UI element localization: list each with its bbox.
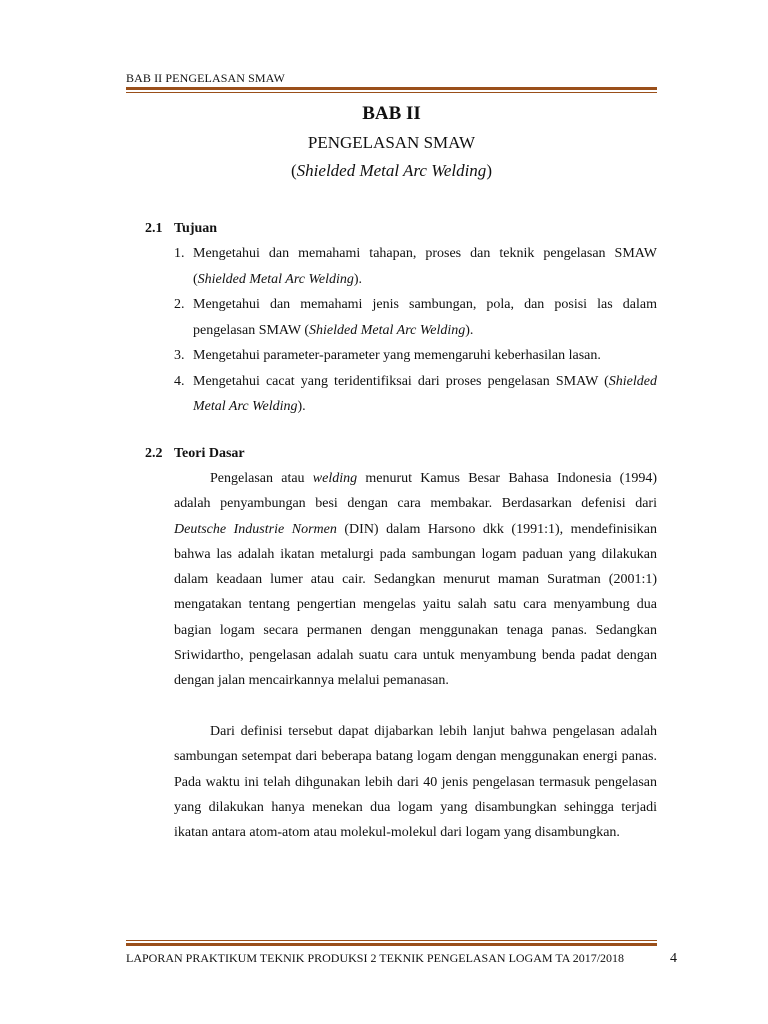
section-heading-tujuan [145, 221, 217, 237]
header-rule-thin [126, 92, 657, 93]
footer-rule-thin [126, 940, 657, 941]
page-footer [126, 951, 677, 967]
body-paragraph: Dari definisi tersebut dapat dijabarkan lebih lanjut bahwa pengelasan adalah sambungan setempat dari beberapa batang logam dengan menggunakan energi panas. Pada waktu ini telah dihgunakan lebih dari 40 jenis pengelasan termasuk pengelasan yang dilakukan hanya menekan dua logam yang disambungkan sehingga terjadi ikatan antara atom-atom atau molekul-molekul dari logam yang disambungkan. [174, 724, 657, 841]
header-rule-thick [126, 87, 657, 90]
objectives-list [174, 241, 657, 420]
footer-rule-thick [126, 943, 657, 946]
body-paragraph: Pengelasan atau welding menurut Kamus Besar Bahasa Indonesia (1994) adalah penyambungan besi dengan cara membakar. Berdasarkan defenisi dari Deutsche Industrie Normen (DIN) dalam Harsono dkk (1991:1), mendefinisikan bahwa las adalah ikatan metalurgi pada sambungan logam paduan yang dilakukan dalam keadaan lumer atau cair. Sedangkan menurut maman Suratman (2001:1) mengatakan tentang pengertian mengelas yaitu salah satu cara menyambung dua bagian logam secara permanen dengan menggunakan tenaga panas. Sedangkan Sriwidartho, pengelasan adalah suatu cara untuk menyambung benda padat dengan dengan jalan mencairkannya melalui pemanasan. [174, 471, 658, 689]
list-item: 4. Mengetahui cacat yang teridentifiksai dari proses pengelasan SMAW (Shielded Metal Arc Welding). [174, 373, 657, 414]
chapter-subtitle: (Shielded Metal Arc Welding) [291, 161, 492, 180]
chapter-title: PENGELASAN SMAW [307, 133, 476, 152]
list-item: 3. Mengetahui parameter-parameter yang memengaruhi keberhasilan lasan. [174, 348, 601, 363]
section-number: 2.2 [145, 446, 163, 461]
section-number: 2.1 [145, 221, 163, 236]
section-title: Tujuan [174, 221, 218, 236]
footer-label: LAPORAN PRAKTIKUM TEKNIK PRODUKSI 2 TEKNIK PENGELASAN LOGAM TA 2017/2018 [126, 951, 625, 965]
page-number: 4 [670, 951, 677, 966]
list-item: 2. Mengetahui dan memahami jenis sambungan, pola, dan posisi las dalam pengelasan SMAW (Shielded Metal Arc Welding). [174, 297, 657, 338]
section-title: Teori Dasar [174, 446, 245, 461]
list-item: 1. Mengetahui dan memahami tahapan, proses dan teknik pengelasan SMAW (Shielded Metal Arc Welding). [174, 246, 657, 287]
chapter-number: BAB II [362, 103, 421, 124]
section-heading-teori-dasar [145, 446, 245, 462]
running-header: BAB II PENGELASAN SMAW [126, 71, 285, 85]
